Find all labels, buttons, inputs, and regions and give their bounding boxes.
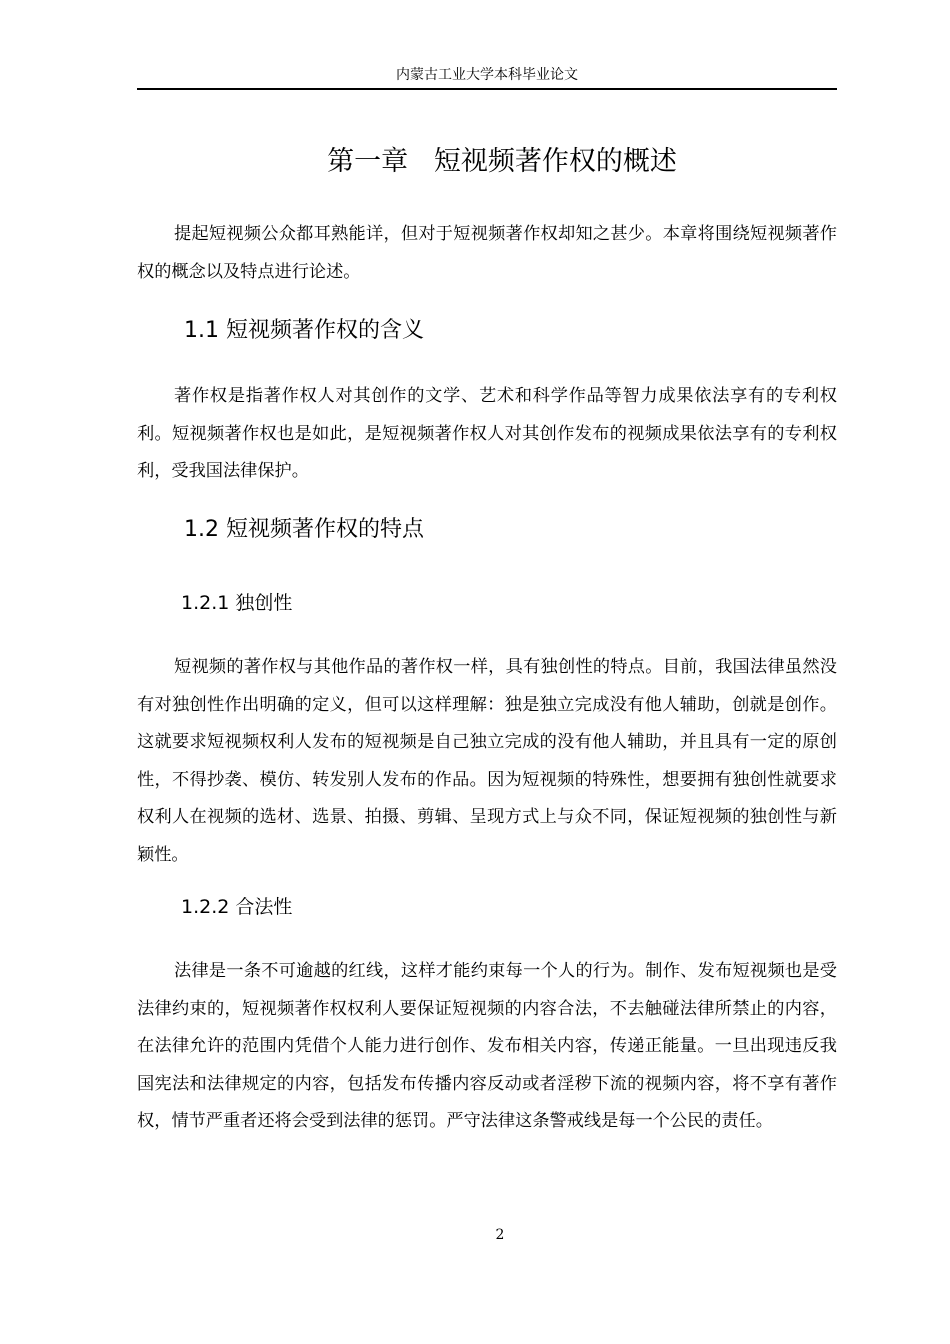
section-1-1-paragraph: 著作权是指著作权人对其创作的文学、艺术和科学作品等智力成果依法享有的专利权利。短视频著作权也是如此，是短视频著作权人对其创作发布的视频成果依法享有的专利权利，受我国法律保护。 [137, 386, 837, 481]
subsection-heading-1-2-2: 1.2.2 合法性 [181, 896, 293, 918]
section-heading-1-1: 1.1 短视频著作权的含义 [184, 318, 424, 343]
running-header: 内蒙古工业大学本科毕业论文 [396, 67, 578, 83]
subsection-heading-1-2-1: 1.2.1 独创性 [181, 592, 293, 614]
chapter-title: 第一章 短视频著作权的概述 [327, 146, 677, 177]
section-heading-1-2: 1.2 短视频著作权的特点 [184, 517, 424, 542]
page-number: 2 [495, 1227, 505, 1243]
chapter-intro-paragraph: 提起短视频公众都耳熟能详，但对于短视频著作权却知之甚少。本章将围绕短视频著作权的概念以及特点进行论述。 [137, 224, 837, 282]
header-divider [137, 88, 837, 90]
subsection-1-2-2-paragraph: 法律是一条不可逾越的红线，这样才能约束每一个人的行为。制作、发布短视频也是受法律约束的，短视频著作权权利人要保证短视频的内容合法，不去触碰法律所禁止的内容，在法律允许的范围内凭借个人能力进行创作、发布相关内容，传递正能量。一旦出现违反我国宪法和法律规定的内容，包括发布传播内容反动或者淫秽下流的视频内容，将不享有著作权，情节严重者还将会受到法律的惩罚。严守法律这条警戒线是每一个公民的责任。 [137, 961, 837, 1131]
subsection-1-2-1-paragraph: 短视频的著作权与其他作品的著作权一样，具有独创性的特点。目前，我国法律虽然没有对独创性作出明确的定义，但可以这样理解：独是独立完成没有他人辅助，创就是创作。这就要求短视频权利人发布的短视频是自己独立完成的没有他人辅助，并且具有一定的原创性，不得抄袭、模仿、转发别人发布的作品。因为短视频的特殊性，想要拥有独创性就要求权利人在视频的选材、选景、拍摄、剪辑、呈现方式上与众不同，保证短视频的独创性与新颖性。 [137, 657, 837, 865]
